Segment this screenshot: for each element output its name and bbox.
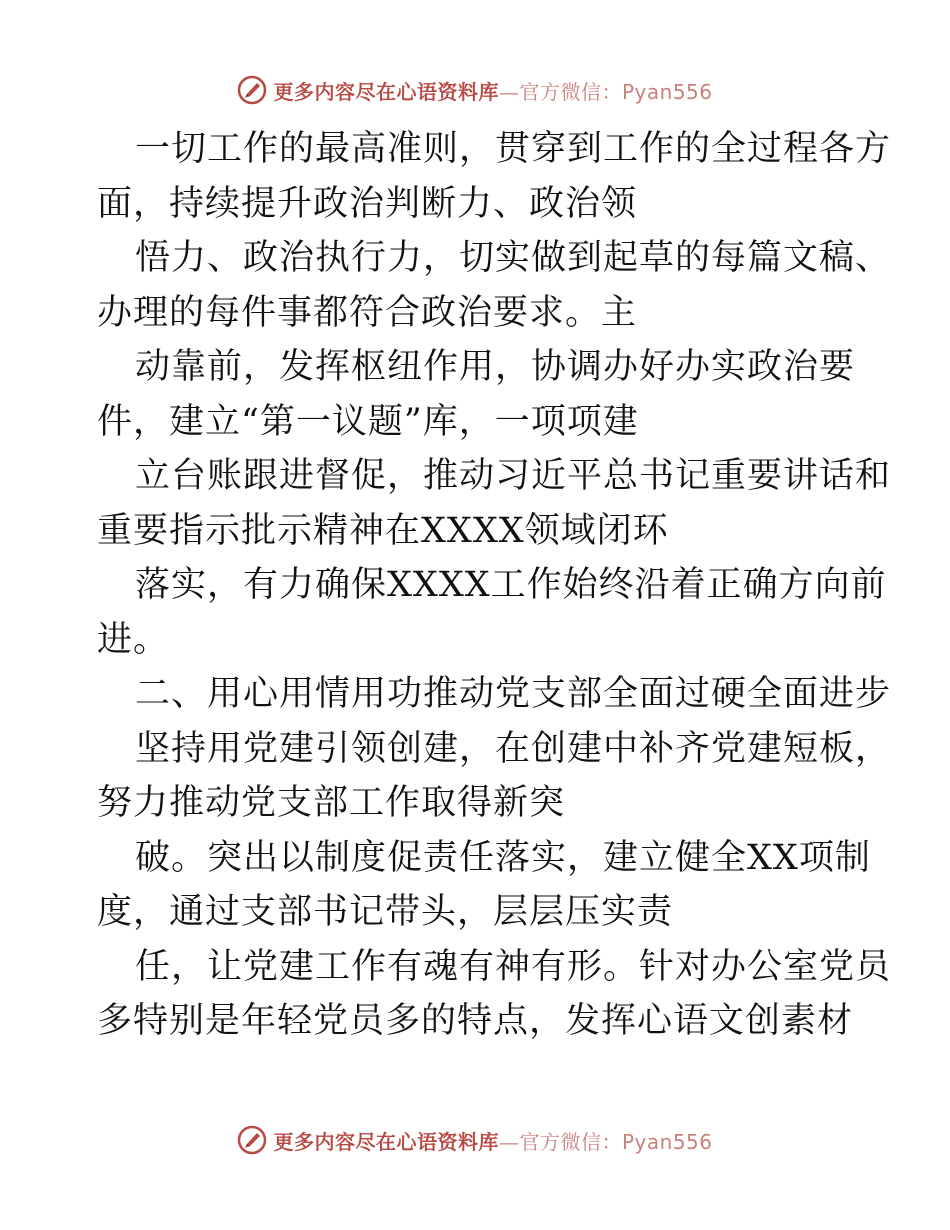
text-line: 悟力、政治执行力，切实做到起草的每篇文稿、 xyxy=(135,238,892,278)
text-line: 动靠前，发挥枢纽作用，协调办好办实政治要 xyxy=(135,347,856,387)
text-line: 办理的每件事都符合政治要求。主 xyxy=(97,292,638,333)
banner-dash: — xyxy=(498,1129,520,1154)
text-line: 一切工作的最高准则，贯穿到工作的全过程各方 xyxy=(135,129,892,169)
document-body xyxy=(97,122,892,1049)
banner-wechat-id: Pyan556 xyxy=(621,79,713,104)
section-heading: 二、用心用情用功推动党支部全面过硬全面进步 xyxy=(135,674,892,714)
header-banner xyxy=(0,70,950,110)
text-line: 度，通过支部书记带头，层层压实责 xyxy=(97,892,674,932)
text-line: 件，建立“第一议题”库，一项项建 xyxy=(97,401,639,442)
text-line: 多特别是年轻党员多的特点，发挥心语文创素材 xyxy=(97,1001,854,1041)
text-line: 立台账跟进督促，推动习近平总书记重要讲话和 xyxy=(135,456,892,496)
text-line: 破。突出以制度促责任落实，建立健全XX项制 xyxy=(135,837,871,878)
banner-title: 更多内容尽在心语资料库 xyxy=(273,79,499,104)
banner-wechat-id: Pyan556 xyxy=(621,1129,713,1154)
text-line: 落实，有力确保XXXX工作始终沿着正确方向前 xyxy=(135,565,887,605)
text-line: 任，让党建工作有魂有神有形。针对办公室党员 xyxy=(135,946,892,987)
banner-title: 更多内容尽在心语资料库 xyxy=(273,1129,499,1154)
banner-wechat-label: 官方微信： xyxy=(519,79,622,104)
logo-icon xyxy=(237,75,267,105)
text-line: 重要指示批示精神在XXXX领域闭环 xyxy=(97,510,669,551)
logo-icon xyxy=(237,1125,267,1155)
text-line: 努力推动党支部工作取得新突 xyxy=(97,783,566,823)
footer-banner xyxy=(0,1120,950,1160)
banner-text xyxy=(273,1126,712,1155)
banner-text xyxy=(273,76,712,105)
banner-wechat-label: 官方微信： xyxy=(519,1129,622,1154)
text-line: 面，持续提升政治判断力、政治领 xyxy=(97,183,638,224)
banner-dash: — xyxy=(498,79,520,104)
text-line: 进。 xyxy=(97,619,170,660)
text-line: 坚持用党建引领创建，在创建中补齐党建短板， xyxy=(135,728,892,769)
